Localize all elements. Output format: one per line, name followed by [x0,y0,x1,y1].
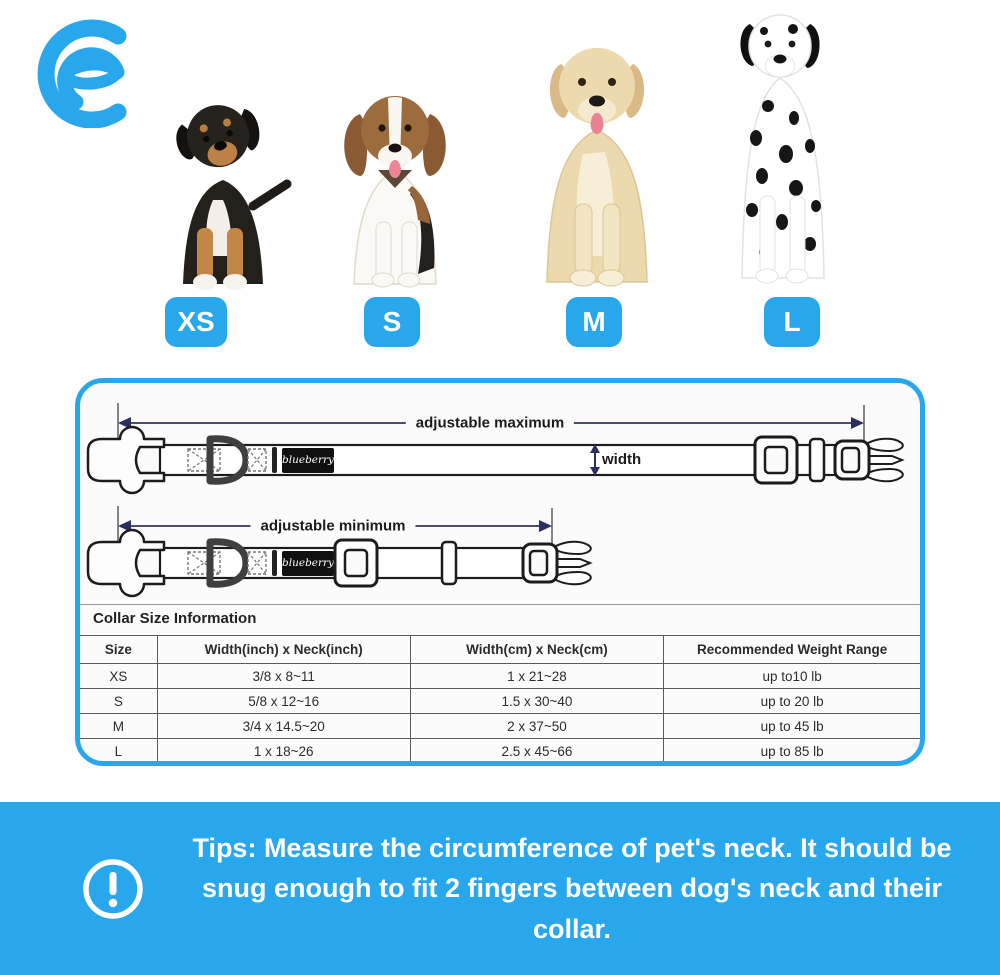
table-cell: M [80,714,157,739]
card-divider [80,604,920,605]
table-cell: 2.5 x 45~66 [410,739,664,764]
column-header-size: Size [80,636,157,664]
table-cell: up to 85 lb [664,739,920,764]
adjustable-maximum-label: adjustable maximum [406,415,574,432]
brand-logo-icon [18,10,130,128]
size-button-l[interactable]: L [764,297,820,347]
table-cell: L [80,739,157,764]
tips-banner [0,802,1000,975]
size-info-card [75,378,925,766]
width-label: width [602,451,642,468]
size-button-s[interactable]: S [364,297,420,347]
table-cell: up to 45 lb [664,714,920,739]
table-header-row [80,636,920,664]
column-header-cm: Width(cm) x Neck(cm) [410,636,664,664]
table-cell: 1.5 x 30~40 [410,689,664,714]
table-row-m [80,714,920,739]
table-cell: 1 x 21~28 [410,664,664,689]
dog-photo-s-beagle [318,72,473,294]
table-cell: 2 x 37~50 [410,714,664,739]
table-cell: S [80,689,157,714]
column-header-inch: Width(inch) x Neck(inch) [157,636,410,664]
table-cell: up to 20 lb [664,689,920,714]
table-row-xs [80,664,920,689]
dog-photo-m-golden-retriever [505,34,690,292]
table-cell: up to10 lb [664,664,920,689]
table-cell: 5/8 x 12~16 [157,689,410,714]
tips-text: Tips: Measure the circumference of pet's neck. It should be snug enough to fit 2 fingers between dog's neck and their collar. [192,832,952,944]
table-row-s [80,689,920,714]
size-button-xs[interactable]: XS [165,297,227,347]
table-cell: 3/4 x 14.5~20 [157,714,410,739]
table-row-l [80,739,920,764]
dog-photo-xs-puppy [135,88,315,293]
adjustable-minimum-label: adjustable minimum [250,518,415,535]
table-cell: 3/8 x 8~11 [157,664,410,689]
collar-size-table [80,635,920,763]
dog-photo-l-dalmatian [698,6,878,291]
column-header-weight: Recommended Weight Range [664,636,920,664]
size-button-m[interactable]: M [566,297,622,347]
table-cell: XS [80,664,157,689]
exclamation-circle-icon [80,856,146,922]
table-cell: 1 x 18~26 [157,739,410,764]
table-title: Collar Size Information [93,610,257,627]
